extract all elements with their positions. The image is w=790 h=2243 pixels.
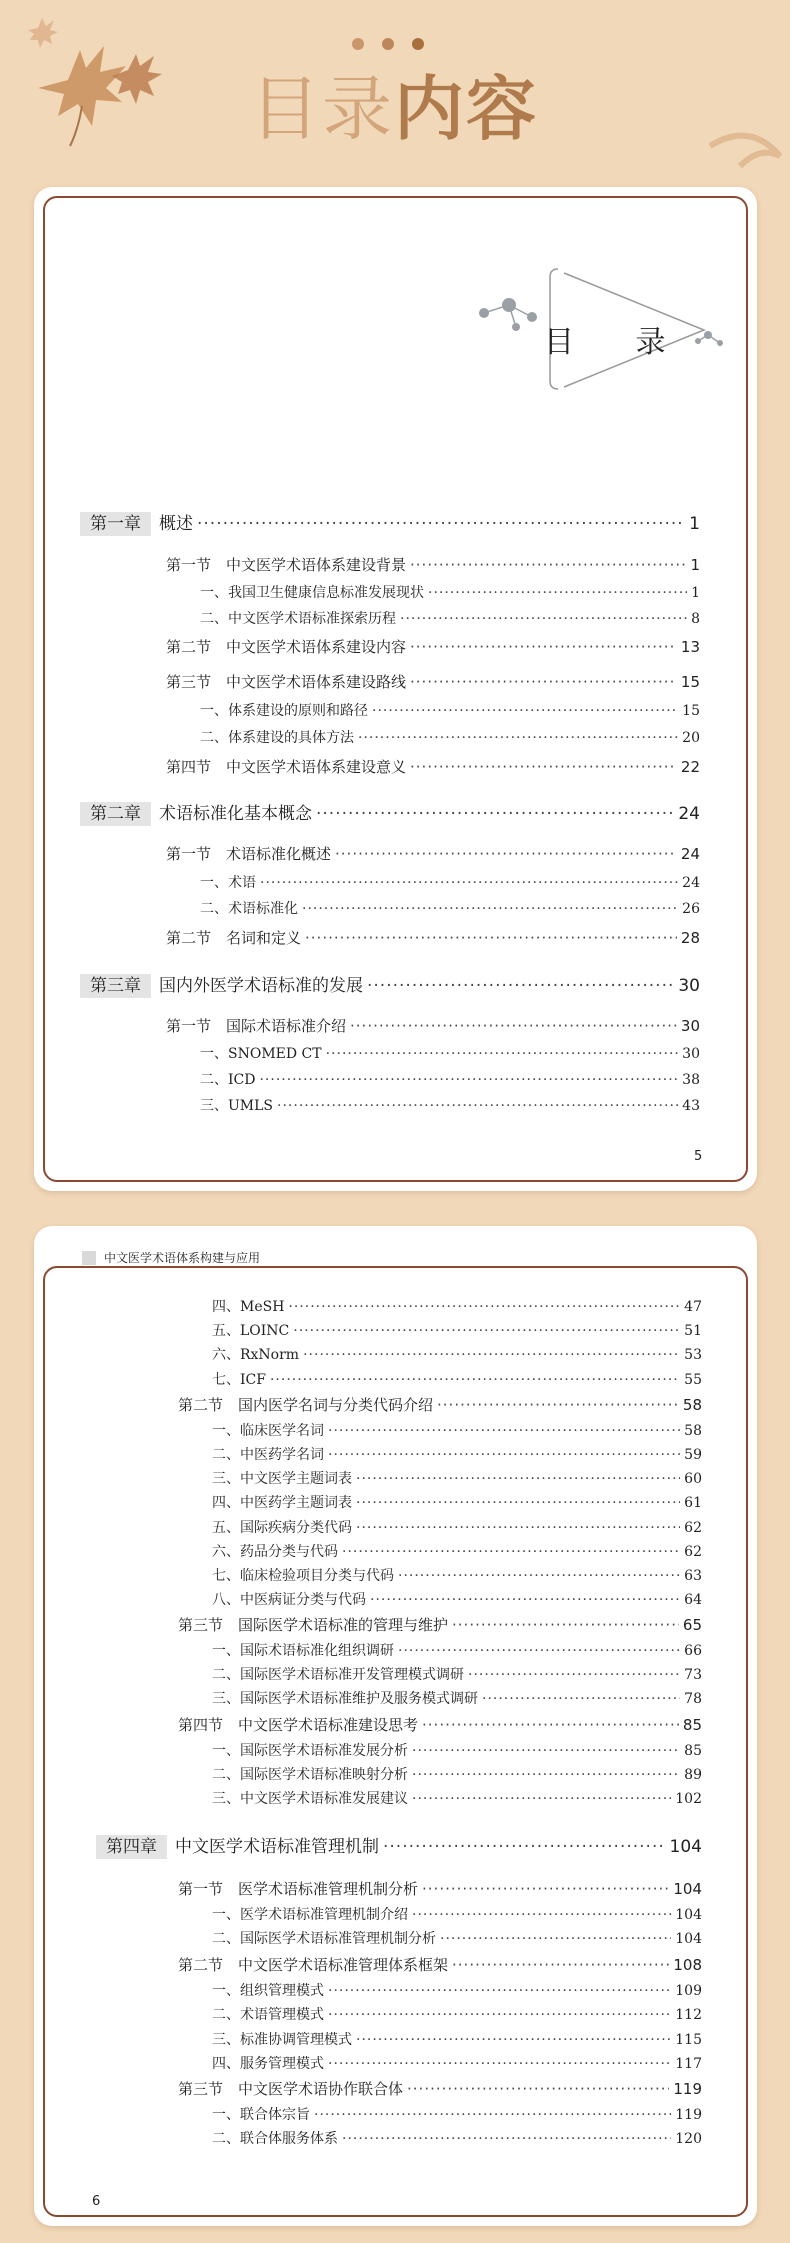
chapter-label: [80, 509, 193, 534]
page-ref: 60: [684, 1471, 702, 1487]
leader-dots: [452, 1616, 679, 1634]
section-label: 第三节 中文医学术语协作联合体: [178, 2080, 404, 2098]
chapter-label: [80, 799, 312, 824]
chapter-label: [80, 971, 363, 996]
toc-chapter-entry[interactable]: [80, 971, 700, 996]
page-ref: 104: [675, 1907, 702, 1923]
toc-item-entry[interactable]: [212, 1740, 702, 1760]
leader-dots: [400, 611, 687, 627]
section-label: 第三节 国际医学术语标准的管理与维护: [178, 1616, 449, 1634]
page-ref: 58: [682, 1396, 702, 1414]
page-ref: 30: [680, 1017, 700, 1035]
chapter-tag: 第二章: [80, 802, 151, 826]
page-ref: 55: [684, 1372, 702, 1388]
leader-dots: [328, 2007, 671, 2023]
page-ref: 104: [669, 1837, 702, 1857]
leader-dots: [372, 703, 678, 719]
item-label: 五、LOINC: [212, 1323, 290, 1339]
item-label: 四、MeSH: [212, 1299, 285, 1315]
item-label: 二、术语管理模式: [212, 2007, 324, 2023]
toc-section-entry[interactable]: [166, 927, 700, 948]
toc-item-entry[interactable]: [212, 1640, 702, 1660]
page-ref: 120: [675, 2131, 702, 2147]
section-label: 第一节 医学术语标准管理机制分析: [178, 1880, 419, 1898]
leader-dots: [468, 1667, 680, 1683]
item-label: 一、临床医学名词: [212, 1423, 324, 1439]
page-ref: 109: [675, 1983, 702, 1999]
leader-dots: [277, 1098, 678, 1114]
item-label: 一、SNOMED CT: [200, 1046, 322, 1062]
page-ref: 62: [684, 1544, 702, 1560]
toc-section-entry[interactable]: [166, 671, 700, 692]
page-ref: 66: [684, 1643, 702, 1659]
toc-section-entry[interactable]: [178, 1878, 702, 1899]
item-label: 一、组织管理模式: [212, 1983, 324, 1999]
item-label: 一、体系建设的原则和路径: [200, 703, 368, 719]
item-label: 八、中医病证分类与代码: [212, 1592, 366, 1608]
leader-dots: [367, 976, 674, 996]
section-label: 第二节 中文医学术语标准管理体系框架: [178, 1956, 449, 1974]
leader-dots: [412, 1767, 680, 1783]
leader-dots: [335, 845, 677, 863]
leader-dots: [328, 1423, 680, 1439]
banner: [0, 0, 790, 186]
leader-dots: [440, 1931, 671, 1947]
leader-dots: [356, 1471, 680, 1487]
leader-dots: [316, 804, 674, 824]
chapter-label: [96, 1832, 379, 1857]
page-ref: 51: [684, 1323, 702, 1339]
page-ref: 24: [678, 804, 700, 824]
chapter-title: 概述: [159, 514, 193, 534]
toc-chapter-entry[interactable]: [80, 509, 700, 534]
chapter-tag: 第四章: [96, 1835, 167, 1859]
leader-dots: [328, 1447, 680, 1463]
item-label: 一、国际术语标准化组织调研: [212, 1643, 394, 1659]
leader-dots: [302, 901, 678, 917]
page-ref: 112: [675, 2007, 702, 2023]
section-label: 第二节 国内医学名词与分类代码介绍: [178, 1396, 434, 1414]
toc-page-1: [34, 187, 757, 1191]
toc-item-entry[interactable]: [200, 898, 700, 918]
section-label: 第二节 中文医学术语体系建设内容: [166, 638, 407, 656]
page-ref: 62: [684, 1520, 702, 1536]
page-ref: 20: [682, 730, 700, 746]
item-label: 六、RxNorm: [212, 1347, 300, 1363]
leader-dots: [270, 1372, 680, 1388]
toc-item-entry[interactable]: [212, 1369, 702, 1389]
toc-section-entry[interactable]: [178, 1714, 702, 1735]
decorative-dots: [352, 38, 424, 50]
toc-item-entry[interactable]: [200, 1043, 700, 1063]
page-ref: 65: [682, 1616, 702, 1634]
leader-dots: [398, 1568, 680, 1584]
toc-item-entry[interactable]: [212, 1492, 702, 1512]
page-ref: 30: [678, 976, 700, 996]
page-ref: 61: [684, 1495, 702, 1511]
page-ref: 102: [675, 1791, 702, 1807]
page-ref: 59: [684, 1447, 702, 1463]
banner-title-bold: 内容: [394, 68, 538, 150]
leader-dots: [328, 2056, 671, 2072]
section-label: 第二节 名词和定义: [166, 929, 302, 947]
page-ref: 78: [684, 1691, 702, 1707]
page-ref: 13: [680, 638, 700, 656]
leader-dots: [452, 1956, 669, 1974]
page-number: 5: [694, 1149, 703, 1164]
toc-section-entry[interactable]: [178, 1954, 702, 1975]
leader-dots: [259, 1072, 678, 1088]
page-ref: 8: [691, 611, 700, 627]
leader-dots: [356, 1495, 680, 1511]
toc-item-entry[interactable]: [212, 1468, 702, 1488]
page-ref: 1: [689, 514, 700, 534]
leader-dots: [314, 2107, 671, 2123]
toc-item-entry[interactable]: [200, 1069, 700, 1089]
leader-dots: [350, 1017, 677, 1035]
toc-item-entry[interactable]: [212, 1904, 702, 1924]
leader-dots: [342, 1544, 680, 1560]
item-label: 一、医学术语标准管理机制介绍: [212, 1907, 408, 1923]
page-ref: 28: [680, 929, 700, 947]
page-ref: 43: [682, 1098, 700, 1114]
toc-item-entry[interactable]: [200, 700, 700, 720]
toc-section-entry[interactable]: [166, 756, 700, 777]
item-label: 一、国际医学术语标准发展分析: [212, 1743, 408, 1759]
toc-item-entry[interactable]: [212, 1541, 702, 1561]
toc-item-entry[interactable]: [212, 1565, 702, 1585]
chapter-title: 国内外医学术语标准的发展: [159, 976, 363, 996]
ribbon-decoration: [700, 126, 790, 196]
page-ref: 15: [682, 703, 700, 719]
dot: [382, 38, 394, 50]
running-header: [82, 1249, 260, 1266]
toc-section-entry[interactable]: [178, 1394, 702, 1415]
leader-dots: [398, 1643, 680, 1659]
item-label: 二、国际医学术语标准映射分析: [212, 1767, 408, 1783]
leader-dots: [328, 1983, 671, 1999]
leader-dots: [412, 1743, 680, 1759]
toc-item-entry[interactable]: [212, 1688, 702, 1708]
toc-item-entry[interactable]: [212, 1980, 702, 2000]
page-ref: 108: [673, 1956, 702, 1974]
toc-item-entry[interactable]: [212, 2128, 702, 2148]
page-ref: 38: [682, 1072, 700, 1088]
toc-section-entry[interactable]: [178, 2078, 702, 2099]
item-label: 三、中文医学术语标准发展建议: [212, 1791, 408, 1807]
section-label: 第四节 中文医学术语体系建设意义: [166, 758, 407, 776]
section-label: 第三节 中文医学术语体系建设路线: [166, 673, 407, 691]
section-label: 第一节 中文医学术语体系建设背景: [166, 556, 407, 574]
leader-dots: [303, 1347, 680, 1363]
page-ref: 1: [690, 556, 700, 574]
leader-dots: [422, 1880, 669, 1898]
toc-item-entry[interactable]: [212, 2104, 702, 2124]
leader-dots: [410, 556, 686, 574]
leader-dots: [412, 1907, 671, 1923]
leader-dots: [288, 1299, 680, 1315]
item-label: 二、国际医学术语标准开发管理模式调研: [212, 1667, 464, 1683]
item-label: 三、标准协调管理模式: [212, 2032, 352, 2048]
item-label: 二、联合体服务体系: [212, 2131, 338, 2147]
item-label: 三、UMLS: [200, 1098, 274, 1114]
chapter-title: 术语标准化基本概念: [159, 804, 312, 824]
leader-dots: [326, 1046, 679, 1062]
dot: [412, 38, 424, 50]
page-ref: 119: [673, 2080, 702, 2098]
leader-dots: [422, 1716, 679, 1734]
leader-dots: [410, 638, 677, 656]
page-ref: 89: [684, 1767, 702, 1783]
item-label: 一、术语: [200, 875, 256, 891]
leader-dots: [410, 758, 677, 776]
page-ref: 22: [680, 758, 700, 776]
page-ref: 63: [684, 1568, 702, 1584]
toc-chapter-entry[interactable]: [96, 1832, 702, 1857]
page-ref: 117: [675, 2056, 702, 2072]
section-label: 第一节 国际术语标准介绍: [166, 1017, 347, 1035]
toc-item-entry[interactable]: [212, 2004, 702, 2024]
chapter-tag: 第一章: [80, 512, 151, 536]
toc-item-entry[interactable]: [212, 1589, 702, 1609]
page-ref: 115: [675, 2032, 702, 2048]
page-ref: 104: [673, 1880, 702, 1898]
page-ref: 85: [684, 1743, 702, 1759]
leader-dots: [437, 1396, 679, 1414]
item-label: 三、国际医学术语标准维护及服务模式调研: [212, 1691, 478, 1707]
toc-section-entry[interactable]: [166, 554, 700, 575]
page-ref: 73: [684, 1667, 702, 1683]
item-label: 二、国际医学术语标准管理机制分析: [212, 1931, 436, 1947]
toc-item-entry[interactable]: [200, 582, 700, 602]
item-label: 一、我国卫生健康信息标准发展现状: [200, 585, 424, 601]
chapter-tag: 第三章: [80, 974, 151, 998]
page-ref: 26: [682, 901, 700, 917]
leader-dots: [383, 1837, 666, 1857]
item-label: 二、术语标准化: [200, 901, 298, 917]
leader-dots: [293, 1323, 680, 1339]
toc-item-entry[interactable]: [212, 1344, 702, 1364]
toc-section-entry[interactable]: [178, 1614, 702, 1635]
toc-section-entry[interactable]: [166, 1015, 700, 1036]
page-ref: 30: [682, 1046, 700, 1062]
item-label: 四、服务管理模式: [212, 2056, 324, 2072]
page-number: 6: [92, 2194, 101, 2209]
page-ref: 119: [675, 2107, 702, 2123]
page-ref: 58: [684, 1423, 702, 1439]
page-ref: 24: [680, 845, 700, 863]
item-label: 五、国际疾病分类代码: [212, 1520, 352, 1536]
toc-item-entry[interactable]: [200, 872, 700, 892]
toc-section-entry[interactable]: [166, 636, 700, 657]
page-ref: 1: [691, 585, 700, 601]
page-ref: 53: [684, 1347, 702, 1363]
leader-dots: [260, 875, 678, 891]
toc-item-entry[interactable]: [200, 727, 700, 747]
leader-dots: [482, 1691, 680, 1707]
item-label: 三、中文医学主题词表: [212, 1471, 352, 1487]
leader-dots: [356, 1520, 680, 1536]
toc-item-entry[interactable]: [212, 2029, 702, 2049]
section-label: 第四节 中文医学术语标准建设思考: [178, 1716, 419, 1734]
chapter-title: 中文医学术语标准管理机制: [175, 1837, 379, 1857]
leader-dots: [197, 514, 685, 534]
toc-item-entry[interactable]: [200, 608, 700, 628]
toc-item-entry[interactable]: [212, 2053, 702, 2073]
dot: [352, 38, 364, 50]
banner-title-light: 目录: [250, 68, 394, 150]
toc-item-entry[interactable]: [212, 1517, 702, 1537]
item-label: 二、体系建设的具体方法: [200, 730, 354, 746]
toc-chapter-entry[interactable]: [80, 799, 700, 824]
item-label: 七、ICF: [212, 1372, 266, 1388]
toc-item-entry[interactable]: [212, 1764, 702, 1784]
item-label: 二、中文医学术语标准探索历程: [200, 611, 396, 627]
leader-dots: [356, 2032, 671, 2048]
page-ref: 24: [682, 875, 700, 891]
section-label: 第一节 术语标准化概述: [166, 845, 332, 863]
banner-title: [250, 68, 538, 150]
toc-item-entry[interactable]: [212, 1296, 702, 1316]
item-label: 二、ICD: [200, 1072, 256, 1088]
toc-item-entry[interactable]: [212, 1928, 702, 1948]
maple-leaf-icon: [8, 10, 168, 150]
toc-item-entry[interactable]: [212, 1788, 702, 1808]
leader-dots: [370, 1592, 680, 1608]
header-square-icon: [82, 1251, 96, 1265]
item-label: 二、中医药学名词: [212, 1447, 324, 1463]
toc-item-entry[interactable]: [212, 1320, 702, 1340]
toc-item-entry[interactable]: [212, 1444, 702, 1464]
toc-item-entry[interactable]: [200, 1095, 700, 1115]
toc-item-entry[interactable]: [212, 1664, 702, 1684]
toc-emblem-title: 目 录: [544, 325, 692, 360]
page-ref: 104: [675, 1931, 702, 1947]
item-label: 一、联合体宗旨: [212, 2107, 310, 2123]
page-ref: 15: [680, 673, 700, 691]
leader-dots: [358, 730, 678, 746]
leader-dots: [410, 673, 677, 691]
toc-item-entry[interactable]: [212, 1420, 702, 1440]
leader-dots: [342, 2131, 671, 2147]
page-ref: 64: [684, 1592, 702, 1608]
leader-dots: [428, 585, 687, 601]
page-ref: 47: [684, 1299, 702, 1315]
leader-dots: [407, 2080, 669, 2098]
page-ref: 85: [682, 1716, 702, 1734]
item-label: 六、药品分类与代码: [212, 1544, 338, 1560]
item-label: 四、中医药学主题词表: [212, 1495, 352, 1511]
leader-dots: [305, 929, 677, 947]
leader-dots: [412, 1791, 671, 1807]
item-label: 七、临床检验项目分类与代码: [212, 1568, 394, 1584]
running-header-title: 中文医学术语体系构建与应用: [104, 1251, 261, 1265]
toc-section-entry[interactable]: [166, 843, 700, 864]
toc-page-2: [34, 1226, 757, 2226]
